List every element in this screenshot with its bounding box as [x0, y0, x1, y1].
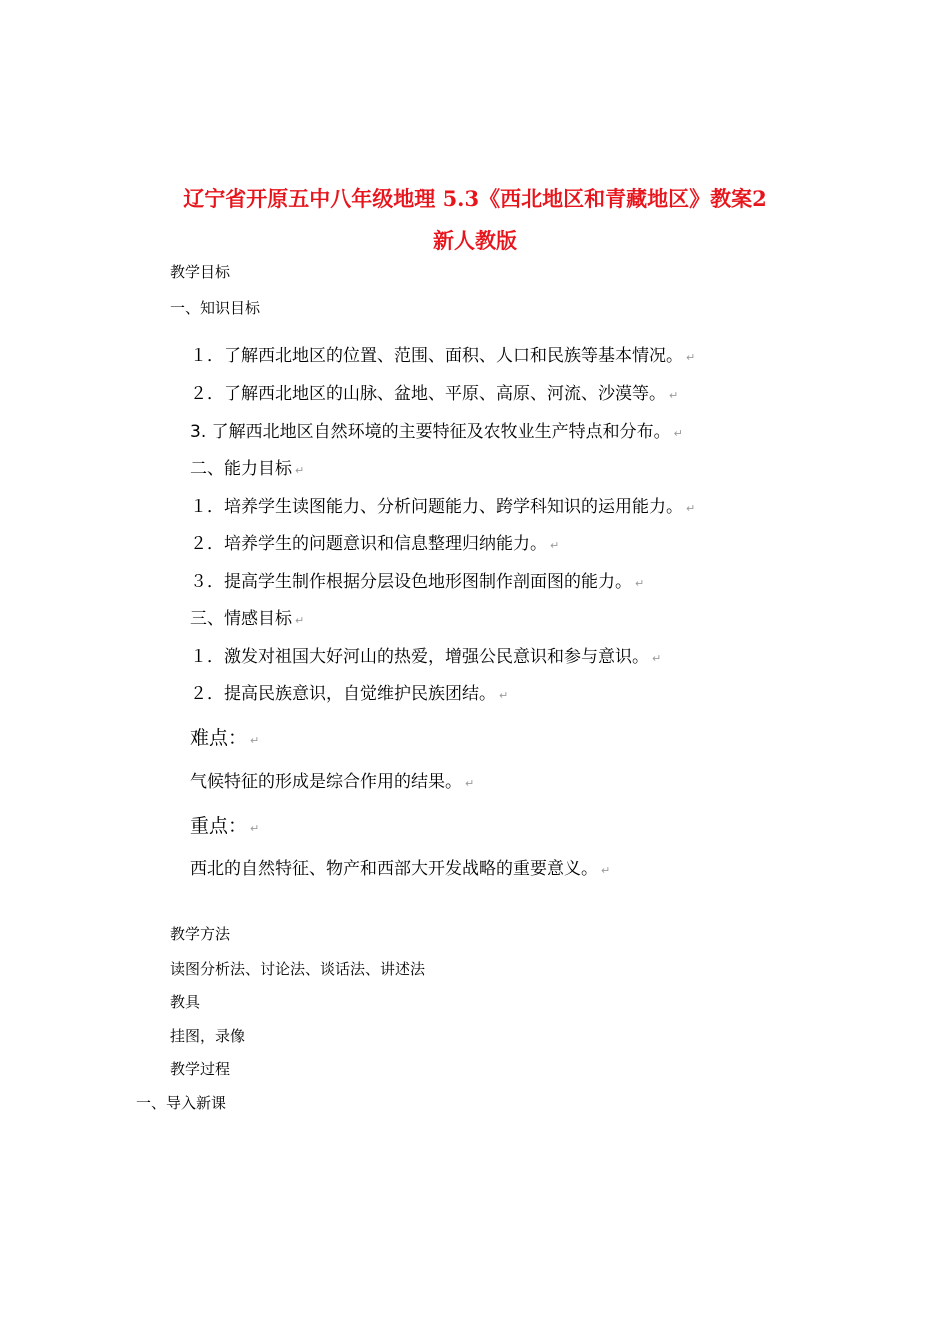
difficulty-heading — [190, 726, 259, 753]
emotion-item-2-text: ２．提高民族意识，自觉维护民族团结。 — [190, 684, 496, 704]
difficulty-text-content: 气候特征的形成是综合作用的结果。 — [190, 772, 462, 792]
document-title-line1: 辽宁省开原五中八年级地理 5.3《西北地区和青藏地区》教案2 — [183, 186, 767, 211]
key-point-text — [190, 857, 610, 883]
emotion-goals-heading — [190, 607, 304, 633]
teaching-method-text: 读图分析法、讨论法、谈话法、讲述法 — [170, 960, 426, 978]
emotion-goals-heading-text: 三、情感目标 — [190, 609, 292, 629]
difficulty-text — [190, 770, 474, 796]
paragraph-mark: ↵ — [673, 427, 683, 440]
knowledge-item-3 — [190, 420, 683, 446]
knowledge-item-2-text: ２．了解西北地区的山脉、盆地、平原、高原、河流、沙漠等。 — [190, 384, 666, 404]
paragraph-mark: ↵ — [601, 864, 611, 877]
emotion-item-2 — [190, 682, 508, 708]
difficulty-heading-text: 难点： — [190, 727, 248, 749]
document-title-line2: 新人教版 — [433, 228, 517, 253]
paragraph-mark: ↵ — [686, 351, 696, 364]
paragraph-mark: ↵ — [686, 502, 696, 515]
paragraph-mark: ↵ — [550, 539, 560, 552]
intro-new-lesson-heading: 一、导入新课 — [136, 1094, 227, 1112]
emotion-item-1-text: １．激发对祖国大好河山的热爱，增强公民意识和参与意识。 — [190, 647, 649, 667]
paragraph-mark: ↵ — [295, 464, 305, 477]
knowledge-item-2 — [190, 382, 678, 408]
knowledge-item-3-text: 3. 了解西北地区自然环境的主要特征及农牧业生产特点和分布。 — [190, 422, 671, 442]
ability-item-1-text: １．培养学生读图能力、分析问题能力、跨学科知识的运用能力。 — [190, 497, 683, 517]
paragraph-mark: ↵ — [652, 652, 662, 665]
ability-item-3-text: ３．提高学生制作根据分层设色地形图制作剖面图的能力。 — [190, 572, 632, 592]
ability-item-3 — [190, 570, 644, 596]
paragraph-mark: ↵ — [250, 822, 260, 835]
teaching-process-heading: 教学过程 — [170, 1060, 231, 1078]
teaching-tools-heading: 教具 — [170, 993, 201, 1011]
teaching-tools-text: 挂图，录像 — [170, 1027, 246, 1045]
ability-item-2 — [190, 532, 559, 558]
paragraph-mark: ↵ — [669, 389, 679, 402]
knowledge-item-1 — [190, 344, 695, 370]
ability-goals-heading-text: 二、能力目标 — [190, 459, 292, 479]
knowledge-item-1-text: １．了解西北地区的位置、范围、面积、人口和民族等基本情况。 — [190, 346, 683, 366]
ability-item-2-text: ２．培养学生的问题意识和信息整理归纳能力。 — [190, 534, 547, 554]
teaching-method-heading: 教学方法 — [170, 925, 231, 943]
knowledge-goals-heading: 一、知识目标 — [170, 299, 261, 317]
key-point-text-content: 西北的自然特征、物产和西部大开发战略的重要意义。 — [190, 859, 598, 879]
paragraph-mark: ↵ — [250, 734, 260, 747]
emotion-item-1 — [190, 645, 661, 671]
paragraph-mark: ↵ — [295, 614, 305, 627]
ability-goals-heading — [190, 457, 304, 483]
paragraph-mark: ↵ — [499, 689, 509, 702]
ability-item-1 — [190, 495, 695, 521]
teaching-goals-heading: 教学目标 — [170, 263, 231, 281]
paragraph-mark: ↵ — [635, 577, 645, 590]
key-point-heading — [190, 814, 259, 841]
key-point-heading-text: 重点： — [190, 815, 248, 837]
paragraph-mark: ↵ — [465, 777, 475, 790]
